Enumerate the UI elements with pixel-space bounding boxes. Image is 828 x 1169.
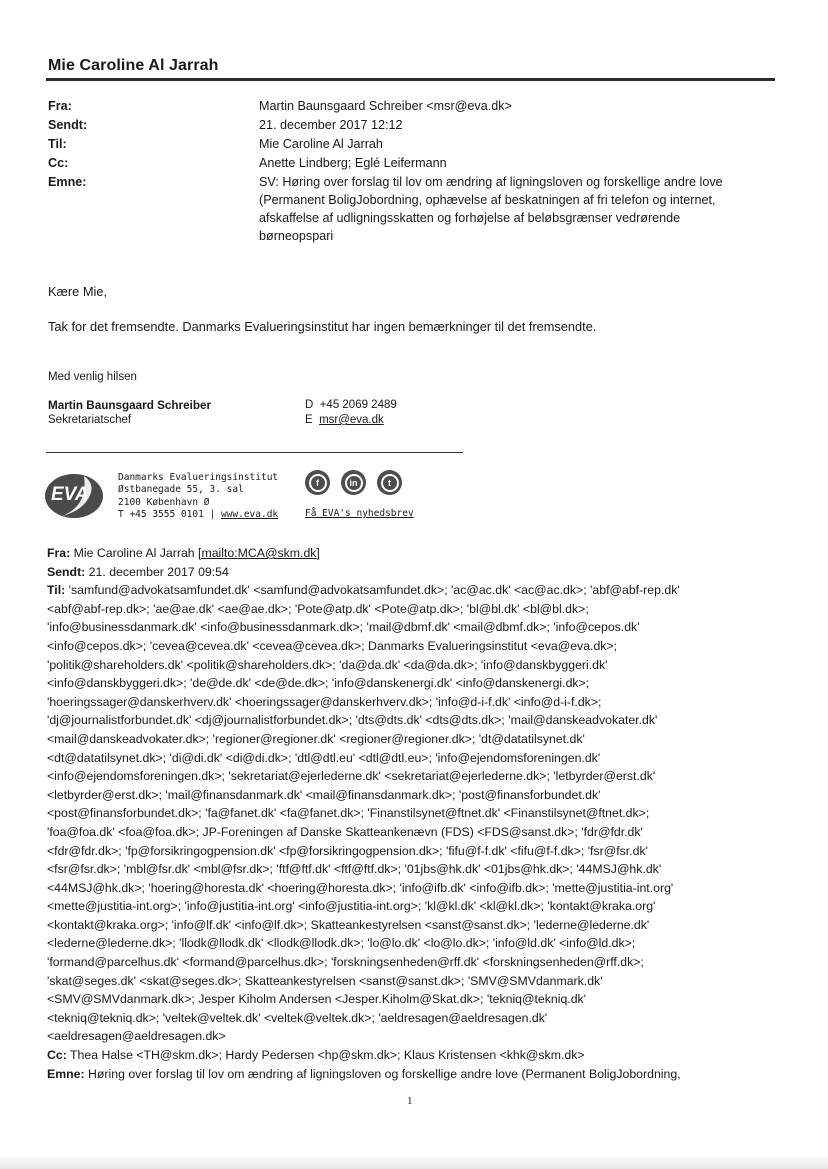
sent-label: Sendt: [48, 118, 88, 132]
phone-number: +45 2069 2489 [319, 399, 397, 411]
signature-title: Sekretariatschef [48, 414, 132, 426]
signature-divider [46, 452, 463, 453]
from-value: Martin Baunsgaard Schreiber <msr@eva.dk> [259, 99, 512, 113]
recipient-line: 'foa@foa.dk' <foa@foa.dk>; JP-Foreningen af Danske Skatteankenævn (FDS) <FDS@sanst.dk>; 'fdr@fdr.dk' [47, 824, 643, 839]
signature-phone [305, 399, 397, 411]
cc-label: Cc: [48, 156, 69, 170]
forwarded-message [47, 544, 787, 1083]
recipient-line: 'dj@journalistforbundet.dk' <dj@journalistforbundet.dk>; 'dts@dts.dk' <dts@dts.dk>; 'mail@danskeadvokater.dk' [47, 713, 658, 728]
recipient-line: 'politik@shareholders.dk' <politik@shareholders.dk>; 'da@da.dk' <da@da.dk>; 'info@danskbyggeri.dk' [47, 657, 608, 672]
recipient-line: <tekniq@tekniq.dk>; 'veltek@veltek.dk' <veltek@veltek.dk>; 'aeldresagen@aeldresagen.dk' [47, 1010, 548, 1025]
fwd-sent-row [47, 563, 787, 582]
recipient-line: <mail@danskeadvokater.dk>; 'regioner@regioner.dk' <regioner@regioner.dk>; 'dt@datatilsynet.dk' [47, 731, 585, 746]
subject-line: børneopspari [259, 229, 334, 243]
fwd-from-row [47, 544, 787, 563]
org-contact [118, 509, 278, 521]
newsletter-link[interactable]: Få EVA's nyhedsbrev [305, 508, 414, 519]
recipient-line: <letbyrder@erst.dk>; 'mail@finansdanmark.dk' <mail@finansdanmark.dk>; 'post@finansforbundet.dk' [47, 787, 601, 802]
fwd-to-row [47, 581, 787, 1046]
recipient-line: 'info@businessdanmark.dk' <info@businessdanmark.dk>; 'mail@dbmf.dk' <mail@dbmf.dk>; 'info@cepos.dk' [47, 620, 640, 635]
fwd-to-label: Til: [47, 583, 66, 598]
recipient-line: <fsr@fsr.dk>; 'mbl@fsr.dk' <mbl@fsr.dk>; 'ftf@ftf.dk' <ftf@ftf.dk>; '01jbs@hk.dk' <01jbs@hk.dk>; '44MSJ@hk.dk' [47, 862, 662, 877]
facebook-icon[interactable]: f [305, 470, 330, 495]
subject-label: Emne: [48, 175, 87, 189]
recipient-line: <abf@abf-rep.dk>; 'ae@ae.dk' <ae@ae.dk>; 'Pote@atp.dk' <Pote@atp.dk>; 'bl@bl.dk' <bl@bl.dk>; [47, 601, 589, 616]
closing: Med venlig hilsen [48, 371, 137, 383]
cc-value: Anette Lindberg; Eglé Leifermann [259, 156, 447, 170]
recipient-line: <fdr@fdr.dk>; 'fp@forsikringogpension.dk' <fp@forsikringogpension.dk>; 'fifu@f-f.dk' <fifu@f-f.dk>; 'fsr@fsr.dk' [47, 843, 648, 858]
recipient-line: 'samfund@advokatsamfundet.dk' <samfund@advokatsamfundet.dk>; 'ac@ac.dk' <ac@ac.dk>; 'abf@abf-rep.dk' [65, 583, 680, 598]
recipient-line: 'hoeringssager@danskerhverv.dk' <hoeringssager@danskerhverv.dk>; 'info@d-i-f.dk' <info@d-i-f.dk>; [47, 694, 602, 709]
fwd-subject-row [47, 1065, 787, 1084]
fwd-subject-value: Høring over forslag til lov om ændring af ligningsloven og forskellige andre love (Permanent BoligJobordning, [84, 1066, 681, 1081]
org-line: 2100 København Ø [118, 496, 210, 508]
message-text: Tak for det fremsendte. Danmarks Evalueringsinstitut har ingen bemærkninger til det fremsendte. [48, 319, 597, 334]
org-web-link[interactable]: www.eva.dk [220, 509, 279, 521]
org-info [118, 472, 278, 522]
recipient-line: <info@danskbyggeri.dk>; 'de@de.dk' <de@de.dk>; 'info@danskenergi.dk' <info@danskenergi.dk>; [47, 676, 590, 691]
subject-line: (Permanent BoligJobordning, ophævelse af beskatningen af fri telefon og internet, [259, 193, 716, 207]
recipient-line: <dt@datatilsynet.dk>; 'di@di.dk' <di@di.dk>; 'dtl@dtl.eu' <dtl@dtl.eu>; 'info@ejendomsforeningen.dk' [47, 750, 601, 765]
page-number: 1 [407, 1095, 413, 1107]
phone-prefix: D [305, 399, 314, 411]
recipient-line: <post@finansforbundet.dk>; 'fa@fanet.dk' <fa@fanet.dk>; 'Finanstilsynet@ftnet.dk' <Finanstilsynet@ftnet.dk>; [47, 806, 650, 821]
recipient-line: <info@cepos.dk>; 'cevea@cevea.dk' <cevea@cevea.dk>; Danmarks Evalueringsinstitut <eva@eva.dk>; [47, 638, 618, 653]
page-title: Mie Caroline Al Jarrah [48, 57, 219, 74]
greeting: Kære Mie, [48, 284, 108, 299]
recipient-line: <aeldresagen@aeldresagen.dk> [47, 1029, 226, 1044]
fwd-cc-row [47, 1046, 787, 1065]
email-link[interactable]: msr@eva.dk [319, 414, 384, 426]
signature-email [305, 414, 384, 426]
scan-edge [0, 1155, 828, 1169]
fwd-sent-value: 21. december 2017 09:54 [85, 564, 229, 579]
recipient-line: <mette@justitia-int.org>; 'info@justitia-int.org' <info@justitia-int.org>; 'kl@kl.dk' <kl@kl.dk>; 'kontakt@kraka.org' [47, 899, 656, 914]
fwd-from-value: Mie Caroline Al Jarrah [70, 546, 199, 560]
to-value: Mie Caroline Al Jarrah [259, 137, 383, 151]
subject-value [259, 173, 779, 245]
twitter-icon[interactable]: t [377, 470, 402, 495]
subject-line: afskaffelse af udligningsskatten og forhøjelse af beløbsgrænser vedrørende [259, 211, 681, 225]
org-line: Danmarks Evalueringsinstitut [118, 472, 279, 483]
org-phone: T +45 3555 0101 | [118, 509, 221, 521]
recipient-line: <SMV@SMVdanmark.dk>; Jesper Kiholm Andersen <Jesper.Kiholm@Skat.dk>; 'tekniq@tekniq.dk' [47, 992, 587, 1007]
eva-logo [44, 472, 104, 520]
recipient-line: <lederne@lederne.dk>; 'llodk@llodk.dk' <llodk@llodk.dk>; 'lo@lo.dk' <lo@lo.dk>; 'info@ld.dk' <info@ld.dk>; [47, 936, 636, 951]
signature-name: Martin Baunsgaard Schreiber [48, 399, 212, 412]
recipient-line: <info@ejendomsforeningen.dk>; 'sekretariat@ejerlederne.dk' <sekretariat@ejerlederne.dk>; 'letbyrder@erst.dk' [47, 769, 656, 784]
email-prefix: E [305, 414, 313, 426]
fwd-subject-label: Emne: [47, 1066, 85, 1081]
fwd-cc-value: Thea Halse <TH@skm.dk>; Hardy Pedersen <hp@skm.dk>; Klaus Kristensen <khk@skm.dk> [66, 1048, 585, 1063]
subject-line: SV: Høring over forslag til lov om ændring af ligningsloven og forskellige andre love [259, 175, 723, 189]
fwd-sent-label: Sendt: [47, 564, 86, 579]
from-label: Fra: [48, 99, 72, 113]
linkedin-icon[interactable]: in [341, 470, 366, 495]
to-label: Til: [48, 137, 67, 151]
logo-text: EVA [51, 484, 89, 505]
fwd-cc-label: Cc: [47, 1048, 67, 1063]
org-line: Østbanegade 55, 3. sal [118, 484, 244, 496]
recipient-line: 'skat@seges.dk' <skat@seges.dk>; Skatteankestyrelsen <sanst@sanst.dk>; 'SMV@SMVdanmark.dk' [47, 973, 603, 988]
recipient-line: <kontakt@kraka.org>; 'info@lf.dk' <info@lf.dk>; Skatteankestyrelsen <sanst@sanst.dk>; 'lederne@lederne.dk' [47, 917, 650, 932]
sent-value: 21. december 2017 12:12 [259, 118, 403, 132]
recipient-line: 'formand@parcelhus.dk' <formand@parcelhus.dk>; 'forskningsenheden@rff.dk' <forskningsenheden@rff.dk>; [47, 955, 644, 970]
fwd-from-mailto[interactable]: [mailto:MCA@skm.dk] [198, 546, 320, 560]
header-divider [46, 78, 775, 81]
fwd-from-label: Fra: [47, 546, 71, 560]
recipient-line: <44MSJ@hk.dk>; 'hoering@horesta.dk' <hoering@horesta.dk>; 'info@ifb.dk' <info@ifb.dk>; 'mette@justitia-int.org' [47, 880, 674, 895]
